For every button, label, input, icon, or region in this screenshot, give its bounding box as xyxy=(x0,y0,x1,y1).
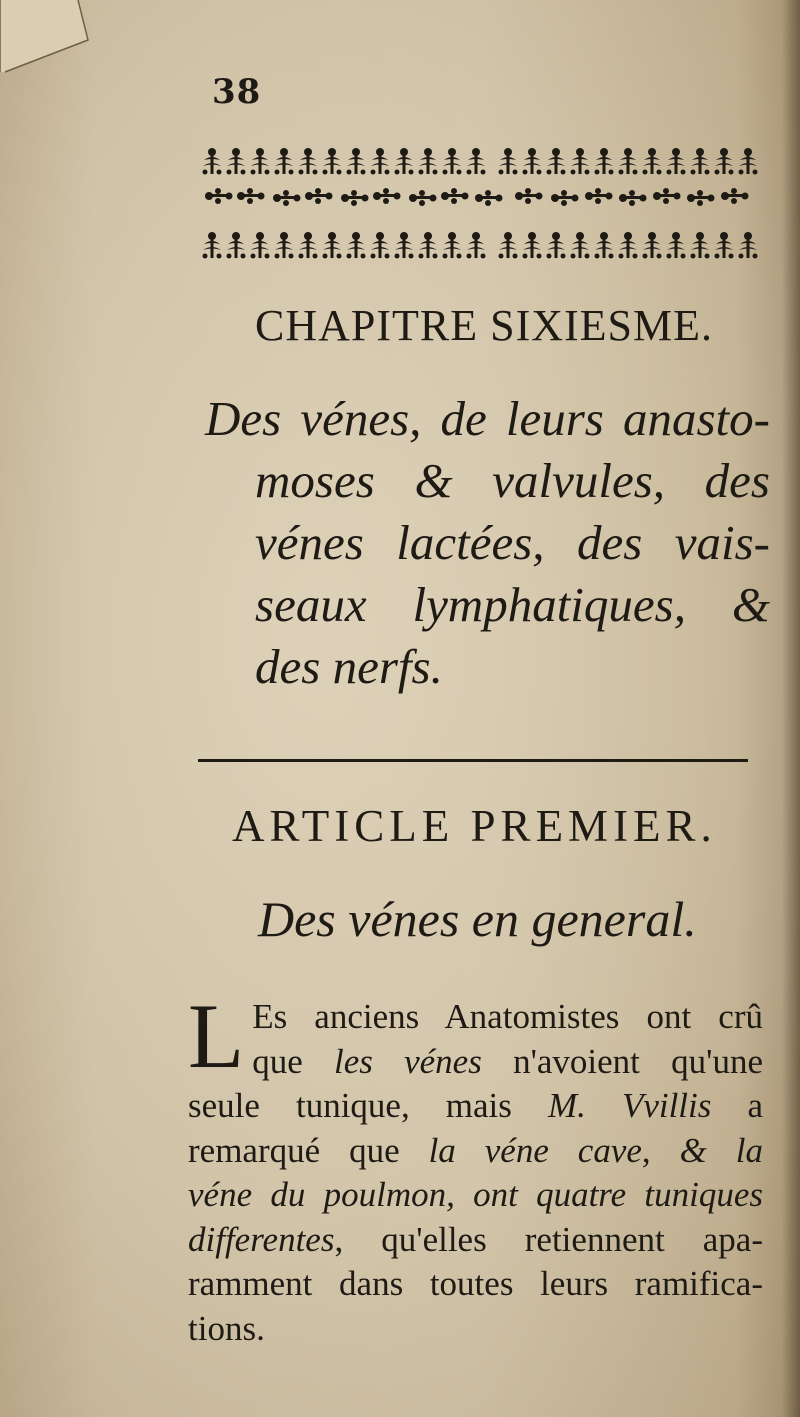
body-line xyxy=(188,1040,763,1085)
chapter-subtitle xyxy=(205,388,770,698)
drop-cap: L xyxy=(188,985,245,1087)
text-run-italic: differentes xyxy=(188,1219,335,1259)
subtitle-line: Des vénes, de leurs anasto- xyxy=(205,391,770,446)
section-divider xyxy=(198,759,748,762)
body-line xyxy=(188,1129,763,1174)
ornament-row-top xyxy=(203,148,758,175)
text-run: remarqué que xyxy=(188,1130,429,1170)
text-run: que xyxy=(252,1041,334,1081)
body-line xyxy=(188,1262,763,1307)
ornament-row-bottom xyxy=(203,232,758,259)
body-line xyxy=(188,1218,763,1263)
text-run: ramment dans toutes leurs ramifica- xyxy=(188,1264,763,1303)
text-run: a xyxy=(711,1086,763,1125)
text-run: , xyxy=(641,1130,680,1170)
text-run: , qu'elles retiennent apa- xyxy=(334,1219,763,1259)
text-run: Es anciens Anatomistes ont crû xyxy=(252,997,763,1036)
text-run-italic: & la xyxy=(679,1130,764,1170)
text-run: seule tunique, mais xyxy=(188,1086,548,1125)
chapter-title: CHAPITRE SIXIESME. xyxy=(255,301,714,350)
subtitle-line: moses & valvules, des xyxy=(255,453,770,508)
text-run: tions. xyxy=(188,1308,265,1348)
text-run-italic: la véne cave xyxy=(428,1130,642,1170)
body-line xyxy=(188,1084,763,1129)
folded-corner xyxy=(0,0,95,75)
page-number: 38 xyxy=(212,72,262,112)
body-line xyxy=(188,995,763,1040)
text-run-italic: les vénes xyxy=(333,1041,482,1081)
subtitle-line: vénes lactées, des vais- xyxy=(255,515,770,570)
body-line xyxy=(188,1307,763,1352)
text-run-italic: M. Vvillis xyxy=(547,1086,712,1125)
body-line xyxy=(188,1173,763,1218)
article-title: ARTICLE PREMIER. xyxy=(232,801,717,851)
text-run-italic: véne du poulmon, ont quatre tuniques xyxy=(188,1175,763,1214)
subtitle-line: des nerfs. xyxy=(255,639,443,694)
subtitle-line: seaux lymphatiques, & xyxy=(255,577,770,632)
text-run: n'avoient qu'une xyxy=(481,1041,763,1081)
ornament-band xyxy=(200,146,768,274)
ornament-row-middle xyxy=(205,188,749,206)
section-title: Des vénes en general. xyxy=(258,891,697,947)
body-paragraph xyxy=(188,985,764,1351)
